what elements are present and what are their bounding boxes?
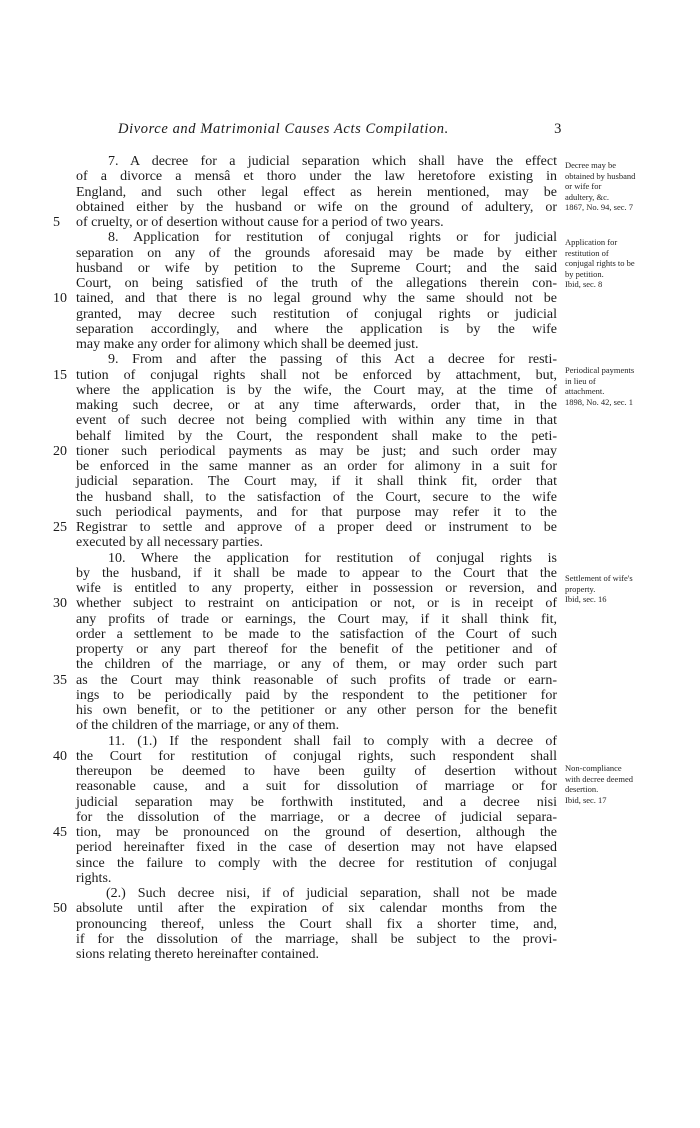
line-text: judicial separation. The Court may, if it shall think fit, order that	[76, 474, 557, 490]
line-text: executed by all necessary parties.	[76, 535, 263, 551]
page-number: 3	[554, 121, 562, 137]
line-number: 45	[53, 825, 67, 840]
text-line	[76, 657, 557, 672]
text-line	[76, 703, 557, 718]
line-number: 40	[53, 748, 67, 764]
line-text: the Court for restitution of conjugal rights, such respondent shall	[76, 748, 557, 764]
text-line	[76, 886, 557, 901]
text-line	[76, 795, 557, 810]
line-number: 50	[53, 901, 67, 917]
text-line	[76, 535, 557, 550]
line-text: since the failure to comply with the decree for restitution of conjugal	[76, 855, 557, 871]
text-line	[76, 383, 557, 398]
line-number: 10	[53, 291, 67, 307]
line-text: whether subject to restraint on anticipation or not, or is in receipt of	[76, 596, 557, 612]
marginal-note-line: desertion.	[565, 784, 599, 794]
line-text: his own benefit, or to the petitioner or any other person for the benefit	[76, 703, 557, 718]
line-text: tution of conjugal rights shall not be enforced by attachment, but,	[76, 367, 557, 383]
line-text: Registrar to settle and approve of a proper deed or instrument to be	[76, 520, 557, 535]
line-text: 9. From and after the passing of this Act a decree for resti-	[108, 352, 557, 368]
line-text: pronouncing thereof, unless the Court shall fix a shorter time, and,	[76, 916, 557, 932]
line-text: order a settlement to be made to the satisfaction of the Court of such	[76, 626, 557, 642]
body-text	[53, 154, 557, 962]
line-number: 15	[53, 367, 67, 383]
marginal-note	[565, 160, 693, 213]
text-line	[76, 246, 557, 261]
text-line	[76, 551, 557, 566]
running-header	[118, 121, 562, 138]
marginal-note	[565, 237, 693, 290]
marginal-note-line: Periodical payments	[565, 365, 635, 375]
line-number: 25	[53, 520, 67, 535]
text-line	[53, 367, 557, 383]
line-text: as the Court may think reasonable of such profits of trade or earn-	[76, 672, 557, 688]
text-line	[76, 947, 557, 962]
text-line	[76, 505, 557, 520]
text-line	[76, 612, 557, 627]
text-line	[76, 322, 557, 337]
marginal-note-line: Non-compliance	[565, 763, 622, 773]
line-text: reasonable cause, and a suit for dissolution of marriage or for	[76, 779, 557, 795]
marginal-note-line: Ibid, sec. 17	[565, 794, 607, 805]
line-text: judicial separation may be forthwith instituted, and a decree nisi	[76, 794, 557, 810]
marginal-note	[565, 365, 693, 407]
marginal-note-line: Decree may be	[565, 160, 616, 170]
text-line	[76, 642, 557, 657]
marginal-note-line: Ibid, sec. 16	[565, 594, 607, 604]
line-text: rights.	[76, 870, 112, 886]
line-text: for the dissolution of the marriage, or a decree of judicial separa-	[76, 809, 557, 825]
text-line	[76, 566, 557, 581]
text-line	[76, 688, 557, 703]
line-text: tained, and that there is no legal ground why the same should not be	[76, 291, 557, 307]
line-text: tion, may be pronounced on the ground of desertion, although the	[76, 825, 557, 840]
line-text: husband or wife by petition to the Supreme Court; and the said	[76, 260, 557, 276]
text-line	[76, 917, 557, 932]
text-line	[76, 490, 557, 505]
running-title: Divorce and Matrimonial Causes Acts Compilation.	[118, 121, 449, 137]
line-text: separation accordingly, and where the application is by the wife	[76, 321, 557, 337]
line-number: 30	[53, 596, 67, 612]
line-text: of the children of the marriage, or any of them.	[76, 718, 340, 734]
line-text: 8. Application for restitution of conjugal rights or for judicial	[108, 230, 557, 246]
line-text: 7. A decree for a judicial separation which shall have the effect	[108, 154, 557, 169]
text-line	[76, 779, 557, 794]
text-line	[76, 185, 557, 200]
text-line	[53, 443, 557, 459]
text-line	[53, 215, 557, 230]
line-number: 35	[53, 672, 67, 688]
line-text: by the husband, if it shall be made to appear to the Court that the	[76, 565, 557, 581]
marginal-note-line: 1898, No. 42, sec. 1	[565, 396, 633, 407]
text-line	[53, 291, 557, 307]
line-text: (2.) Such decree nisi, if of judicial separation, shall not be made	[106, 886, 557, 901]
marginal-note-line: Settlement of wife's	[565, 573, 633, 583]
line-text: property or any part thereof for the benefit of the petitioner and of	[76, 642, 557, 657]
line-text: where the application is by the wife, the Court may, at the time of	[76, 382, 557, 398]
marginal-note-line: obtained by husband	[565, 170, 636, 181]
line-text: if for the dissolution of the marriage, shall be subject to the provi-	[76, 931, 557, 947]
line-text: Court, on being satisfied of the truth of the allegations therein con-	[76, 276, 557, 291]
text-line	[53, 672, 557, 688]
marginal-note	[565, 573, 693, 605]
text-line	[76, 764, 557, 779]
line-number: 20	[53, 443, 67, 459]
text-line	[76, 810, 557, 825]
line-text: making such decree, or at any time afterwards, order that, in the	[76, 398, 557, 413]
text-line	[76, 200, 557, 215]
line-text: 10. Where the application for restitution of conjugal rights is	[108, 550, 557, 566]
line-text: 11. (1.) If the respondent shall fail to comply with a decree of	[108, 733, 557, 749]
line-text: granted, may decree such restitution of conjugal rights or judicial	[76, 306, 557, 322]
line-text: period hereinafter fixed in the case of desertion may not have elapsed	[76, 840, 557, 856]
text-line	[76, 856, 557, 871]
text-line	[76, 474, 557, 489]
line-number: 5	[53, 215, 60, 230]
marginal-note-line: Ibid, sec. 8	[565, 279, 603, 289]
marginal-note-line: 1867, No. 94, sec. 7	[565, 202, 633, 212]
line-text: England, and such other legal effect as herein mentioned, may be	[76, 184, 557, 200]
text-line	[53, 901, 557, 917]
text-line	[76, 352, 557, 367]
text-line	[53, 596, 557, 612]
marginal-note-line: in lieu of	[565, 375, 596, 386]
marginal-note-line: or wife for	[565, 181, 602, 191]
line-text: be enforced in the same manner as an order for alimony in a suit for	[76, 459, 557, 474]
text-line	[76, 627, 557, 642]
line-text: the children of the marriage, or any of them, or may order such part	[76, 657, 557, 673]
text-line	[76, 840, 557, 855]
line-text: ings to be periodically paid by the respondent to the petitioner for	[76, 687, 557, 703]
line-text: tioner such periodical payments as may be just; and such order may	[76, 443, 557, 459]
text-line	[76, 581, 557, 596]
line-text: wife is entitled to any property, either in possession or reversion, and	[76, 581, 557, 596]
line-text: obtained either by the husband or wife on the ground of adultery, or	[76, 199, 557, 215]
marginal-note-line: by petition.	[565, 268, 604, 279]
text-line	[76, 398, 557, 413]
text-line	[76, 413, 557, 428]
line-text: sions relating thereto hereinafter contained.	[76, 947, 319, 962]
text-line	[76, 169, 557, 184]
marginal-note-line: with decree deemed	[565, 773, 633, 784]
text-line	[76, 459, 557, 474]
text-line	[76, 734, 557, 749]
text-line	[76, 261, 557, 276]
marginal-note-line: conjugal rights to be	[565, 258, 635, 268]
text-line	[76, 307, 557, 322]
line-text: of cruelty, or of desertion without cause for a period of two years.	[76, 215, 444, 230]
line-text: such periodical payments, and for that purpose may refer it to the	[76, 504, 557, 520]
text-line	[76, 932, 557, 947]
line-text: separation on any of the grounds aforesaid may be made by either	[76, 245, 557, 261]
text-line	[53, 825, 557, 840]
marginal-note-line: adultery, &c.	[565, 191, 610, 202]
text-line	[76, 871, 557, 886]
marginal-note-line: property.	[565, 583, 596, 594]
line-text: absolute until after the expiration of six calendar months from the	[76, 901, 557, 917]
marginal-note-line: attachment.	[565, 386, 605, 396]
text-line	[76, 718, 557, 733]
line-text: the husband shall, to the satisfaction of the Court, secure to the wife	[76, 489, 557, 505]
marginal-note-line: restitution of	[565, 247, 609, 258]
line-text: thereupon be deemed to have been guilty of desertion without	[76, 764, 557, 779]
text-line	[76, 429, 557, 444]
text-line	[76, 337, 557, 352]
text-line	[76, 230, 557, 245]
text-line	[76, 276, 557, 291]
text-line	[76, 154, 557, 169]
marginal-note	[565, 763, 693, 805]
text-line	[53, 520, 557, 535]
line-text: any profits of trade or earnings, the Court may, if it shall think fit,	[76, 611, 557, 627]
line-text: may make any order for alimony which shall be deemed just.	[76, 337, 419, 352]
line-text: event of such decree not being complied with within any time in that	[76, 413, 557, 429]
marginal-note-line: Application for	[565, 237, 618, 247]
line-text: of a divorce a mensâ et thoro under the law heretofore existing in	[76, 169, 557, 185]
line-text: behalf limited by the Court, the respondent shall make to the peti-	[76, 428, 557, 444]
text-line	[53, 748, 557, 764]
